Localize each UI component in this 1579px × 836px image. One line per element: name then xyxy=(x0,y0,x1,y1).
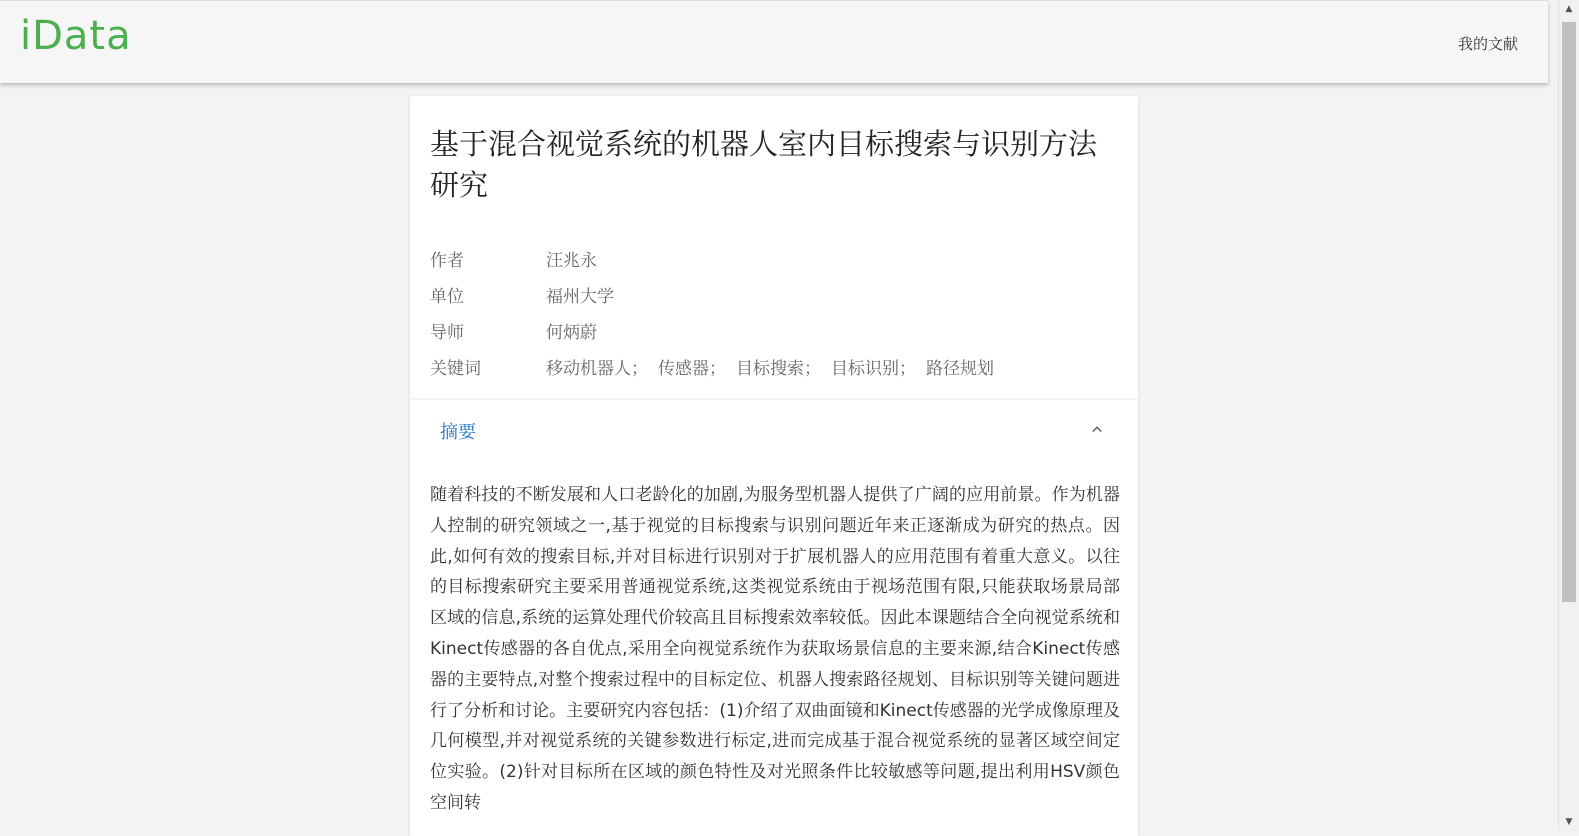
top-app-bar xyxy=(0,0,1548,83)
keyword-item[interactable]: 路径规划 xyxy=(926,358,994,379)
scrollbar-thumb[interactable] xyxy=(1562,22,1576,602)
keywords-label: 关键词 xyxy=(430,358,481,379)
keyword-item[interactable]: 目标识别； xyxy=(831,358,916,379)
keywords-list xyxy=(546,354,994,379)
chevron-up-icon[interactable] xyxy=(1092,424,1102,434)
keyword-item[interactable]: 移动机器人； xyxy=(546,358,648,379)
abstract-text: 随着科技的不断发展和人口老龄化的加剧,为服务型机器人提供了广阔的应用前景。作为机器人控制的研究领域之一,基于视觉的目标搜索与识别问题近年来正逐渐成为研究的热点。因此,如何有效的搜索目标,并对目标进行识别对于扩展机器人的应用范围有着重大意义。以往的目标搜索研究主要采用普通视觉系统,这类视觉系统由于视场范围有限,只能获取场景局部区域的信息,系统的运算处理代价较高且目标搜索效率较低。因此本课题结合全向视觉系统和Kinect传感器的各自优点,采用全向视觉系统作为获取场景信息的主要来源,结合Kinect传感器的主要特点,对整个搜索过程中的目标定位、机器人搜索路径规划、目标识别等关键问题进行了分析和讨论。主要研究内容包括：(1)介绍了双曲面镜和Kinect传感器的光学成像原理及几何模型,并对视觉系统的关键参数进行标定,进而完成基于混合视觉系统的显著区域空间定位实验。(2)针对目标所在区域的颜色特性及对光照条件比较敏感等问题,提出利用HSV颜色空间转 xyxy=(430,485,1120,813)
page-scrollbar[interactable] xyxy=(1558,0,1579,831)
paper-title: 基于混合视觉系统的机器人室内目标搜索与识别方法研究 xyxy=(430,127,1098,202)
keyword-item[interactable]: 目标搜索； xyxy=(736,358,821,379)
advisor-value: 何炳蔚 xyxy=(546,322,597,343)
keywords-row xyxy=(430,348,1120,384)
advisor-row xyxy=(430,312,1120,348)
abstract-label: 摘要 xyxy=(440,422,476,443)
scroll-down-arrow-icon[interactable]: ▼ xyxy=(1565,817,1573,827)
advisor-label: 导师 xyxy=(430,322,464,343)
my-documents-link[interactable]: 我的文献 xyxy=(1457,35,1518,53)
abstract-expansion-header[interactable] xyxy=(410,400,1138,458)
author-row xyxy=(430,240,1120,276)
paper-metadata xyxy=(430,240,1120,384)
affiliation-label: 单位 xyxy=(430,286,464,307)
author-value: 汪兆永 xyxy=(546,250,597,271)
affiliation-row xyxy=(430,276,1120,312)
scroll-up-arrow-icon[interactable]: ▲ xyxy=(1565,4,1573,14)
paper-detail-card xyxy=(410,96,1138,836)
keyword-item[interactable]: 传感器； xyxy=(658,358,726,379)
idata-logo[interactable]: iData xyxy=(20,13,132,59)
affiliation-value: 福州大学 xyxy=(546,286,614,307)
author-label: 作者 xyxy=(430,250,464,271)
